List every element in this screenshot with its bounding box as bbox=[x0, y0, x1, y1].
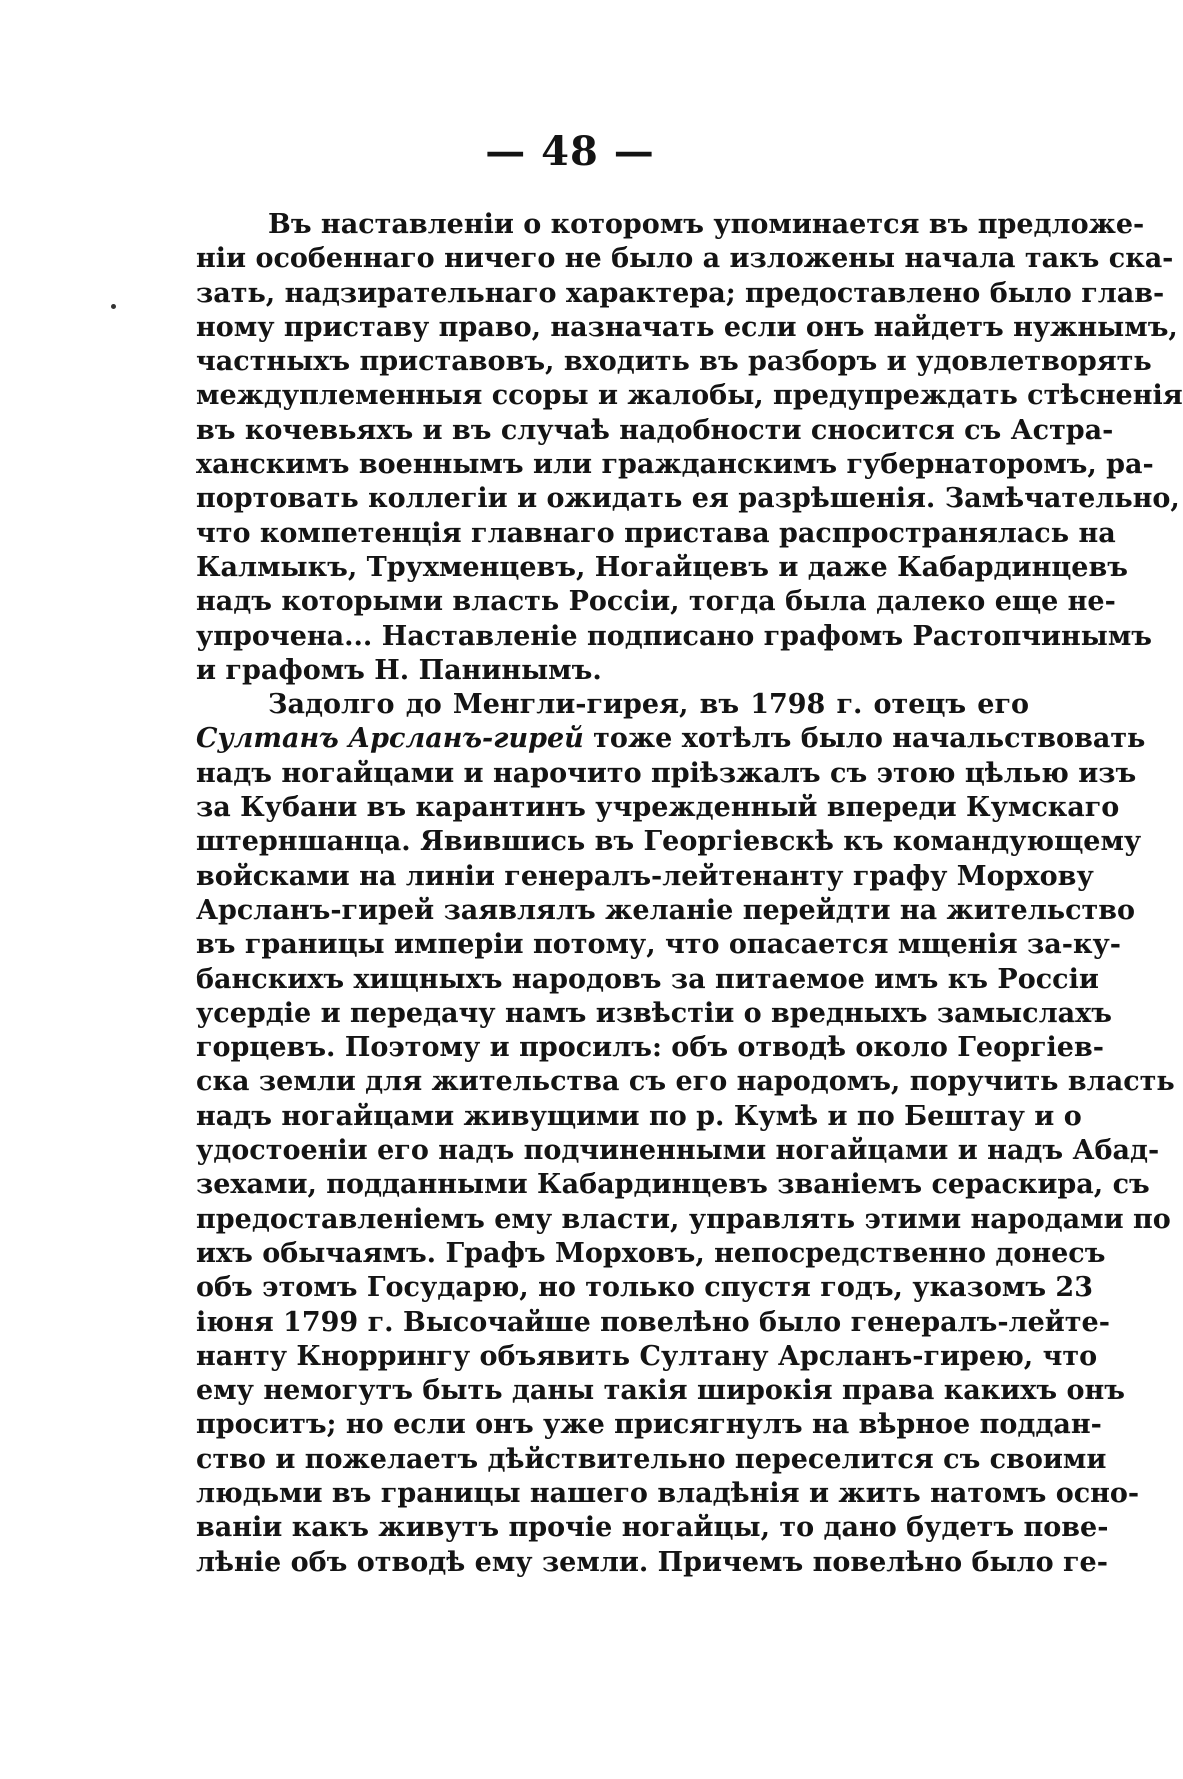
paragraph-1 bbox=[196, 208, 1183, 688]
text-line: портовать коллегіи и ожидать ея разрѣшенія. Замѣчательно, bbox=[196, 483, 1180, 515]
text-span: тоже хотѣлъ было начальствовать bbox=[583, 723, 1146, 755]
text-line: нанту Кноррингу объявить Султану Арсланъ-гирею, что bbox=[196, 1340, 1098, 1372]
text-line: іюня 1799 г. Высочайше повелѣно было генералъ-лейте- bbox=[196, 1306, 1110, 1338]
text-line: частныхъ приставовъ, входить въ разборъ и удовлетворять bbox=[196, 346, 1152, 378]
text-line: ханскимъ военнымъ или гражданскимъ губернаторомъ, ра- bbox=[196, 449, 1154, 481]
text-line: штерншанца. Явившись въ Георгіевскѣ къ командующему bbox=[196, 826, 1142, 858]
text-line: ска земли для жительства съ его народомъ, поручить власть bbox=[196, 1066, 1175, 1098]
text-line: надъ ногайцами и нарочито пріѣзжалъ съ этою цѣлью изъ bbox=[196, 757, 1137, 789]
text-line: людьми въ границы нашего владѣнія и жить натомъ осно- bbox=[196, 1477, 1140, 1509]
text-line: ному приставу право, назначать если онъ найдетъ нужнымъ, bbox=[196, 311, 1178, 343]
text-line: и графомъ Н. Панинымъ. bbox=[196, 654, 602, 686]
text-line: ему немогутъ быть даны такія широкія права какихъ онъ bbox=[196, 1375, 1125, 1407]
text-line: войсками на линіи генералъ-лейтенанту графу Морхову bbox=[196, 860, 1094, 892]
text-line: междуплеменныя ссоры и жалобы, предупреждать стѣсненія bbox=[196, 380, 1183, 412]
text-line: зать, надзирательнаго характера; предоставлено было глав- bbox=[196, 277, 1165, 309]
text-line: усердіе и передачу намъ извѣстіи о вредныхъ замыслахъ bbox=[196, 997, 1112, 1029]
text-line: надъ ногайцами живущими по р. Кумѣ и по Бештау и о bbox=[196, 1100, 1082, 1132]
text-line: въ кочевьяхъ и въ случаѣ надобности сносится съ Астра- bbox=[196, 414, 1114, 446]
text-line: ваніи какъ живутъ прочіе ногайцы, то дано будетъ пове- bbox=[196, 1512, 1109, 1544]
text-line: что компетенція главнаго пристава распространялась на bbox=[196, 517, 1116, 549]
text-line: упрочена... Наставленіе подписано графомъ Растопчинымъ bbox=[196, 620, 1152, 652]
paragraph-2 bbox=[196, 688, 1175, 1580]
text-line: Калмыкъ, Трухменцевъ, Ногайцевъ и даже Кабардинцевъ bbox=[196, 551, 1128, 583]
text-line: Задолго до Менгли-гирея, въ 1798 г. отецъ его bbox=[268, 689, 1029, 721]
text-line: въ границы имперіи потому, что опасается мщенія за-ку- bbox=[196, 929, 1121, 961]
text-line: объ этомъ Государю, но только спустя годъ, указомъ 23 bbox=[196, 1272, 1093, 1304]
text-line: горцевъ. Поэтому и просилъ: объ отводѣ около Георгіев- bbox=[196, 1032, 1104, 1064]
page-number: — 48 — bbox=[485, 128, 655, 175]
text-line: лѣніе объ отводѣ ему земли. Причемъ повелѣно было ге- bbox=[196, 1546, 1108, 1578]
text-line: проситъ; но если онъ уже присягнулъ на вѣрное поддан- bbox=[196, 1409, 1102, 1441]
italic-name: Султанъ Арсланъ-гирей bbox=[196, 723, 584, 755]
text-line: предоставленіемъ ему власти, управлять этими народами по bbox=[196, 1203, 1171, 1235]
text-line: ихъ обычаямъ. Графъ Морховъ, непосредственно донесъ bbox=[196, 1237, 1106, 1269]
text-line bbox=[196, 722, 1146, 756]
print-speck bbox=[111, 304, 116, 309]
text-line: зехами, подданными Кабардинцевъ званіемъ сераскира, съ bbox=[196, 1169, 1150, 1201]
text-line: Въ наставленіи о которомъ упоминается въ предложе- bbox=[268, 209, 1145, 240]
text-line: банскихъ хищныхъ народовъ за питаемое имъ къ Россіи bbox=[196, 963, 1099, 995]
text-line: ніи особеннаго ничего не было а изложены начала такъ ска- bbox=[196, 243, 1174, 275]
text-line: ство и пожелаетъ дѣйствительно переселится съ своими bbox=[196, 1443, 1107, 1475]
text-line: удостоеніи его надъ подчиненными ногайцами и надъ Абад- bbox=[196, 1135, 1160, 1167]
text-line: за Кубани въ карантинъ учрежденный впереди Кумскаго bbox=[196, 792, 1120, 824]
body-text bbox=[196, 208, 1183, 1580]
text-line: надъ которыми власть Россіи, тогда была далеко еще не- bbox=[196, 586, 1116, 618]
text-line: Арсланъ-гирей заявлялъ желаніе перейдти на жительство bbox=[196, 894, 1136, 926]
